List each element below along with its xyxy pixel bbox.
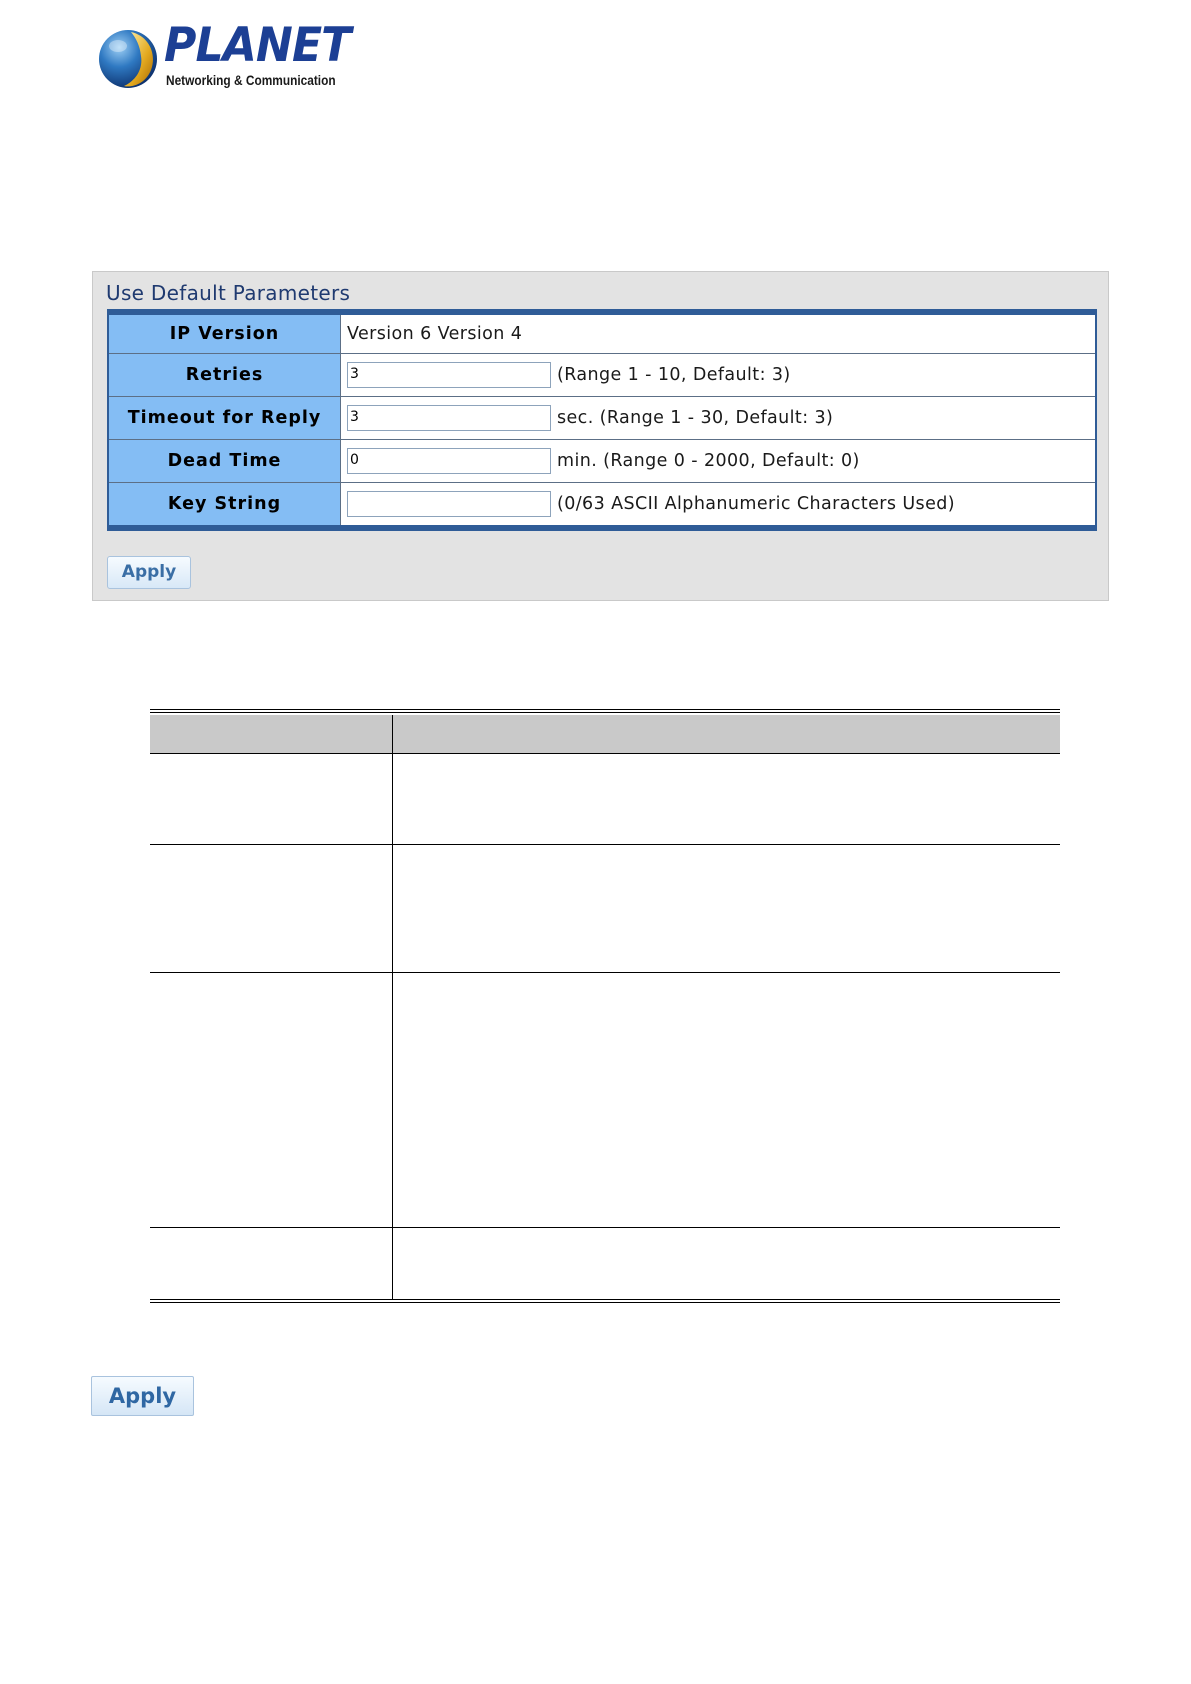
dead-time-hint: min. (Range 0 - 2000, Default: 0) xyxy=(557,451,860,471)
retries-label: Retries xyxy=(108,354,341,397)
key-string-cell xyxy=(341,483,1097,529)
column-divider xyxy=(392,715,393,1299)
default-parameters-panel xyxy=(92,271,1109,601)
description-table xyxy=(150,709,1060,1303)
dead-time-label: Dead Time xyxy=(108,440,341,483)
row-key-string xyxy=(108,483,1096,529)
key-string-input[interactable] xyxy=(347,491,551,517)
row-dead-time xyxy=(108,440,1096,483)
apply-button[interactable]: Apply xyxy=(91,1376,194,1416)
dead-time-input[interactable]: 0 xyxy=(347,448,551,474)
row-divider xyxy=(150,1227,1060,1228)
planet-logo xyxy=(97,18,351,94)
dead-time-cell xyxy=(341,440,1097,483)
retries-cell xyxy=(341,354,1097,397)
timeout-label: Timeout for Reply xyxy=(108,397,341,440)
row-ip-version xyxy=(108,312,1096,354)
row-retries xyxy=(108,354,1096,397)
panel-apply-button[interactable]: Apply xyxy=(107,556,191,589)
ip-version-label: IP Version xyxy=(108,312,341,354)
brand-name: PLANET xyxy=(164,18,351,73)
retries-hint: (Range 1 - 10, Default: 3) xyxy=(557,365,791,385)
ip-version-value: Version 6 Version 4 xyxy=(341,312,1097,354)
brand-tagline: Networking & Communication xyxy=(166,73,336,88)
row-timeout xyxy=(108,397,1096,440)
row-divider xyxy=(150,972,1060,973)
timeout-input[interactable]: 3 xyxy=(347,405,551,431)
panel-title: Use Default Parameters xyxy=(106,281,351,305)
timeout-cell xyxy=(341,397,1097,440)
row-divider xyxy=(150,844,1060,845)
retries-input[interactable]: 3 xyxy=(347,362,551,388)
timeout-hint: sec. (Range 1 - 30, Default: 3) xyxy=(557,408,834,428)
globe-logo-icon xyxy=(97,28,159,90)
description-table-header xyxy=(150,715,1060,754)
key-string-label: Key String xyxy=(108,483,341,529)
parameters-table xyxy=(107,309,1097,531)
key-string-hint: (0/63 ASCII Alphanumeric Characters Used) xyxy=(557,494,955,514)
